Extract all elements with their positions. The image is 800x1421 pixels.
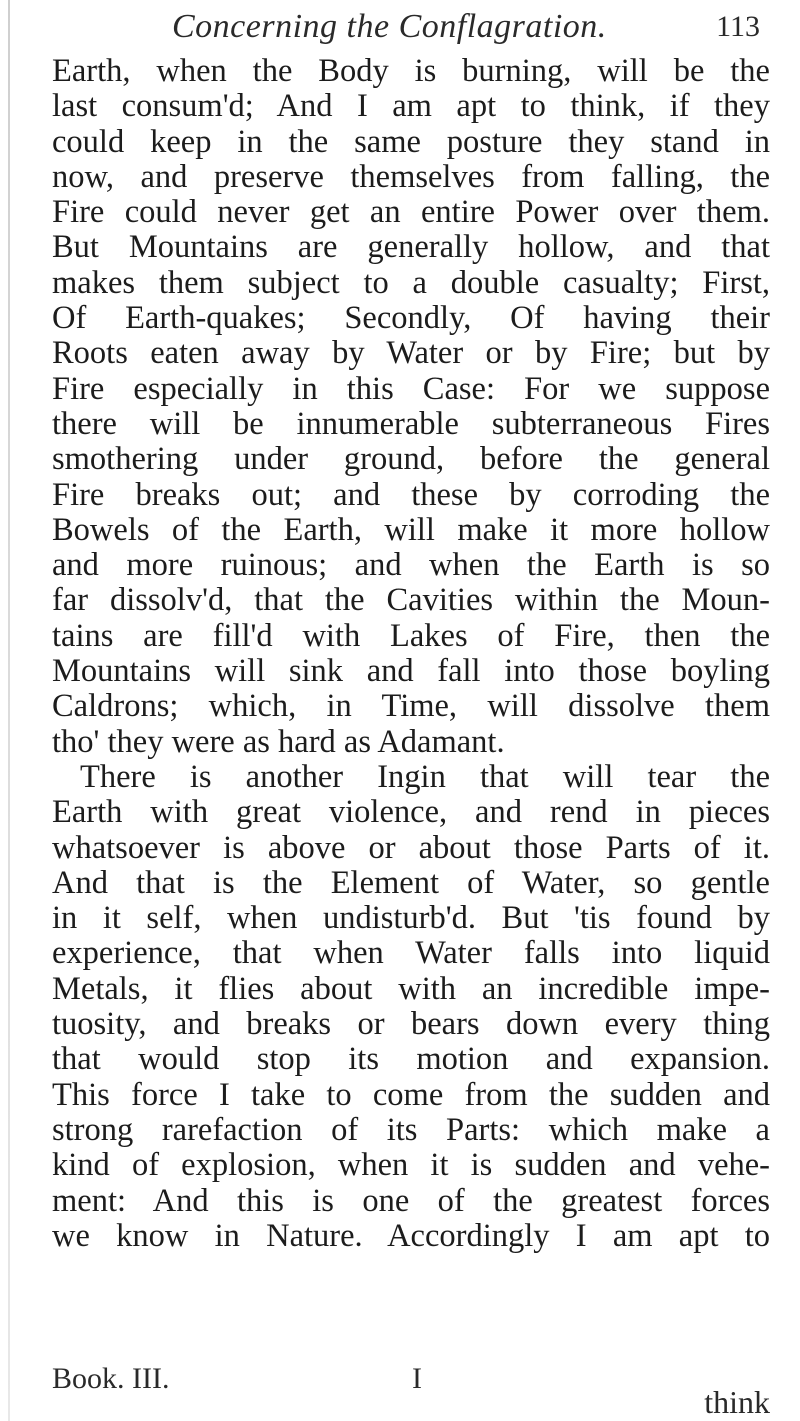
text-line: Caldrons; which, in Time, will dissolve them [52, 689, 770, 725]
text-line: But Mountains are generally hollow, and that [52, 230, 770, 266]
running-head [160, 8, 760, 48]
text-line: that would stop its motion and expansion. [52, 1042, 770, 1078]
page-number: 113 [716, 10, 760, 43]
body-text [52, 54, 770, 1254]
text-line: strong rarefaction of its Parts: which make a [52, 1112, 770, 1148]
text-line: Metals, it flies about with an incredible impe- [52, 971, 770, 1007]
text-line: Fire could never get an entire Power over them. [52, 195, 770, 231]
text-line: makes them subject to a double casualty; First, [52, 265, 770, 301]
text-line: smothering under ground, before the general [52, 442, 770, 478]
text-line: last consum'd; And I am apt to think, if they [52, 89, 770, 125]
text-line: Fire breaks out; and these by corroding the [52, 477, 770, 513]
text-line: tuosity, and breaks or bears down every thing [52, 1007, 770, 1043]
text-line: far dissolv'd, that the Cavities within the Moun- [52, 583, 770, 619]
signature-mark: I [412, 1362, 422, 1395]
text-line: experience, that when Water falls into liquid [52, 936, 770, 972]
text-line: Bowels of the Earth, will make it more hollow [52, 512, 770, 548]
text-line: we know in Nature. Accordingly I am apt to [52, 1218, 770, 1254]
text-line: in it self, when undisturb'd. But 'tis found by [52, 901, 770, 937]
text-line: Fire especially in this Case: For we suppose [52, 371, 770, 407]
text-line: there will be innumerable subterraneous Fires [52, 406, 770, 442]
text-line: tho' they were as hard as Adamant. [52, 724, 505, 760]
text-line: tains are fill'd with Lakes of Fire, then the [52, 618, 770, 654]
running-title: Concerning the Conflagration. [172, 8, 607, 45]
text-line: ment: And this is one of the greatest forces [52, 1183, 770, 1219]
text-line: whatsoever is above or about those Parts of it. [52, 830, 770, 866]
text-line: Mountains will sink and fall into those boyling [52, 654, 770, 690]
text-line: Earth with great violence, and rend in pieces [52, 795, 770, 831]
text-line: And that is the Element of Water, so gentle [52, 865, 770, 901]
catchword: think [704, 1384, 770, 1420]
text-line: This force I take to come from the sudden and [52, 1077, 770, 1113]
text-line: Roots eaten away by Water or by Fire; but by [52, 336, 770, 372]
paragraph-start-line: There is another Ingin that will tear the [80, 759, 770, 795]
page-footer [52, 1362, 770, 1418]
page-gutter-divider [8, 0, 10, 1421]
book-label: Book. III. [52, 1362, 170, 1395]
text-line: Earth, when the Body is burning, will be the [52, 54, 770, 89]
text-line: kind of explosion, when it is sudden and vehe- [52, 1148, 770, 1184]
text-line: Of Earth-quakes; Secondly, Of having their [52, 301, 770, 337]
text-line: could keep in the same posture they stand in [52, 124, 770, 160]
text-line: now, and preserve themselves from falling, the [52, 159, 770, 195]
text-line: and more ruinous; and when the Earth is so [52, 548, 770, 584]
